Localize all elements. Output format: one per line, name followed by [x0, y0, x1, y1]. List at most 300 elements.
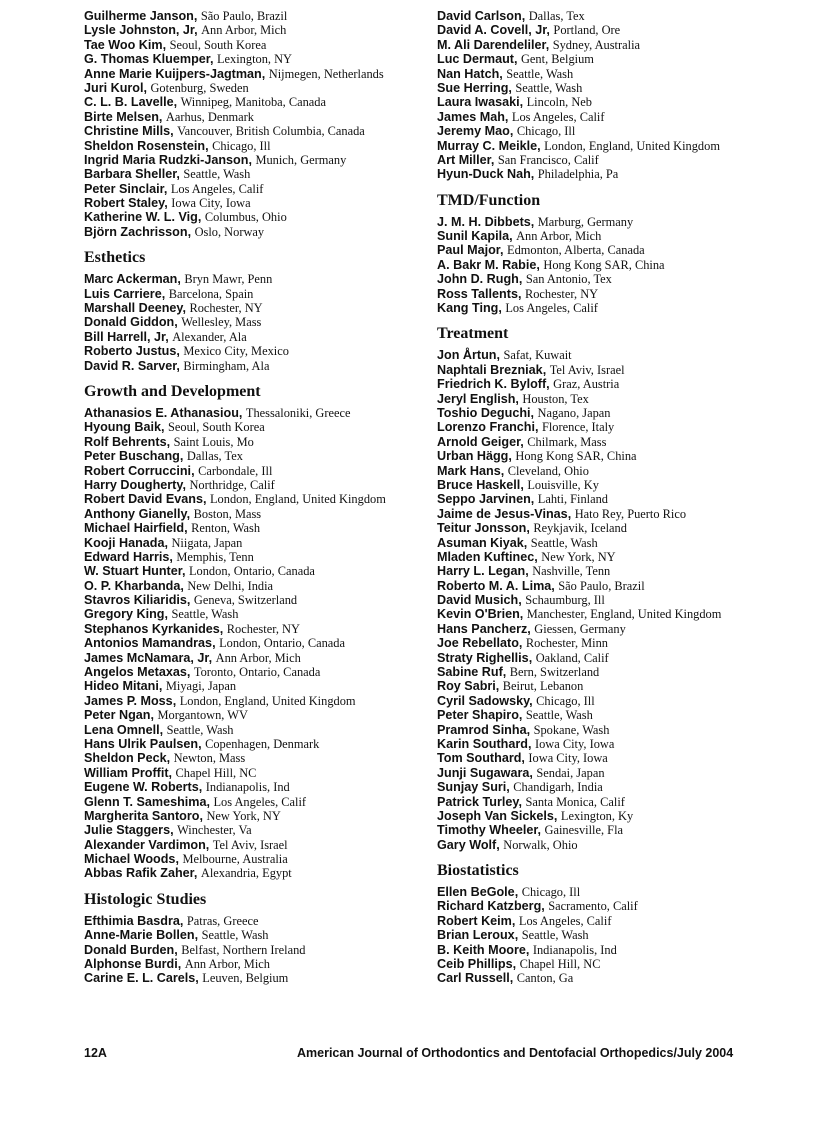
reviewer-name: Alphonse Burdi [84, 957, 178, 972]
reviewer-entry [437, 536, 812, 550]
reviewer-entry [84, 301, 419, 315]
separator: , [164, 607, 172, 622]
reviewer-location: Chapel Hill, NC [175, 765, 257, 780]
reviewer-name: O. P. Kharbanda [84, 578, 181, 593]
reviewer-location: Vancouver, British Columbia, Canada [177, 124, 365, 139]
reviewer-name: Harry L. Legan [437, 564, 526, 579]
reviewer-entry [84, 95, 419, 109]
reviewer-location: Houston, Tex [522, 391, 589, 406]
separator: , [528, 650, 536, 665]
separator: , [529, 765, 537, 780]
reviewer-name: Pramrod Sinha [437, 722, 527, 737]
reviewer-location: Iowa City, Iowa [528, 751, 608, 766]
separator: , [172, 693, 180, 708]
reviewer-location: Leuven, Belgium [202, 971, 289, 986]
reviewer-entry [84, 852, 419, 866]
separator: , [506, 780, 514, 795]
reviewer-entry [84, 943, 419, 957]
reviewer-name: Timothy Wheeler [437, 823, 538, 838]
reviewer-entry [84, 665, 419, 679]
reviewer-entry [437, 579, 812, 593]
reviewer-name: Robert Keim [437, 913, 512, 928]
reviewer-name: Arnold Geiger [437, 434, 521, 449]
reviewer-entry [437, 258, 812, 272]
reviewer-name: Luis Carriere [84, 286, 162, 301]
reviewer-name: Christine Mills [84, 124, 171, 139]
reviewer-location: Los Angeles, Calif [518, 913, 612, 928]
reviewer-name: Ingrid Maria Rudzki-Janson [84, 152, 249, 167]
reviewer-entry [437, 737, 812, 751]
reviewer-location: Nijmegen, Netherlands [268, 66, 384, 81]
reviewer-group [84, 9, 419, 239]
reviewer-location: Belfast, Northern Ireland [181, 942, 306, 957]
reviewer-location: Seattle, Wash [183, 167, 251, 182]
reviewer-name: Paul Major [437, 243, 500, 258]
separator: , [523, 535, 531, 550]
reviewer-location: Boston, Mass [193, 506, 262, 521]
reviewer-entry [437, 9, 812, 23]
reviewer-name: Roberto Justus [84, 344, 177, 359]
reviewer-name: James P. Moss [84, 693, 173, 708]
reviewer-name: Art Miller [437, 152, 491, 167]
reviewer-location: Renton, Wash [191, 521, 261, 536]
left-column [84, 9, 419, 986]
separator: , [191, 463, 199, 478]
reviewer-location: Seoul, South Korea [169, 37, 267, 52]
separator: , [514, 928, 522, 943]
reviewer-location: Chandigarh, India [513, 780, 603, 795]
reviewer-entry [437, 780, 812, 794]
separator: , [530, 492, 538, 507]
reviewer-entry [437, 593, 812, 607]
reviewer-location: Chapel Hill, NC [519, 957, 601, 972]
separator: , [168, 765, 176, 780]
separator: , [166, 751, 174, 766]
separator: , [175, 852, 183, 867]
separator: , [177, 957, 185, 972]
reviewer-entry [437, 694, 812, 708]
reviewer-location: Seattle, Wash [525, 708, 593, 723]
separator: , [202, 492, 210, 507]
reviewer-location: Lahti, Finland [537, 492, 609, 507]
separator: , [537, 138, 545, 153]
reviewer-name: Michael Woods [84, 852, 176, 867]
reviewer-name: Abbas Rafik Zaher [84, 866, 194, 881]
reviewer-location: Newton, Mass [173, 751, 246, 766]
reviewer-entry [84, 766, 419, 780]
reviewer-location: Morgantown, WV [157, 708, 248, 723]
reviewer-location: Los Angeles, Calif [170, 181, 264, 196]
reviewer-name: B. Keith Moore [437, 942, 526, 957]
separator: , [173, 95, 181, 110]
separator: , [164, 196, 172, 211]
reviewer-entry [84, 110, 419, 124]
separator: , [515, 391, 523, 406]
separator: , [205, 837, 213, 852]
reviewer-group [437, 190, 812, 316]
reviewer-location: Los Angeles, Calif [213, 794, 307, 809]
separator: , [521, 751, 529, 766]
reviewer-entry [84, 536, 419, 550]
reviewer-location: Graz, Austria [553, 377, 620, 392]
reviewer-location: Ann Arbor, Mich [215, 650, 301, 665]
reviewer-entry [437, 95, 812, 109]
reviewer-entry [437, 420, 812, 434]
reviewer-name: Hyoung Baik [84, 420, 161, 435]
separator: , [181, 564, 189, 579]
separator: , [536, 257, 544, 272]
reviewer-entry [437, 521, 812, 535]
separator: , [160, 420, 168, 435]
separator: , [504, 109, 512, 124]
reviewer-name: Marshall Deeney [84, 301, 183, 316]
reviewer-entry [84, 636, 419, 650]
separator: , [176, 167, 184, 182]
separator: , [498, 301, 506, 316]
reviewer-location: San Francisco, Calif [497, 152, 599, 167]
separator: , [511, 913, 519, 928]
reviewer-location: Melbourne, Australia [182, 852, 288, 867]
reviewer-location: Gotenburg, Sweden [150, 80, 249, 95]
reviewer-name: Hans Ulrik Paulsen [84, 736, 199, 751]
reviewer-entry [84, 694, 419, 708]
reviewer-name: James McNamara, Jr [84, 650, 209, 665]
reviewer-entry [84, 449, 419, 463]
separator: , [534, 549, 542, 564]
separator: , [198, 736, 206, 751]
separator: , [193, 866, 201, 881]
reviewer-location: Ann Arbor, Mich [184, 957, 270, 972]
reviewer-name: Bill Harrell, Jr [84, 329, 166, 344]
reviewer-location: Dallas, Tex [528, 9, 585, 23]
reviewer-entry [84, 607, 419, 621]
reviewer-name: Anthony Gianelly [84, 506, 187, 521]
section-heading: TMD/Function [437, 191, 541, 209]
reviewer-location: Los Angeles, Calif [511, 109, 605, 124]
reviewer-entry [84, 593, 419, 607]
reviewer-name: Seppo Jarvinen [437, 492, 531, 507]
reviewer-entry [84, 139, 419, 153]
reviewer-location: Aarhus, Denmark [165, 109, 254, 124]
reviewer-entry [84, 723, 419, 737]
separator: , [567, 506, 575, 521]
reviewer-location: London, Ontario, Canada [188, 564, 315, 579]
reviewer-entry [84, 9, 419, 23]
reviewer-name: Peter Ngan [84, 708, 151, 723]
reviewer-entry [84, 795, 419, 809]
reviewer-entry [437, 363, 812, 377]
separator: , [546, 23, 554, 38]
reviewer-entry [84, 435, 419, 449]
reviewer-name: Donald Giddon [84, 315, 175, 330]
reviewer-name: Guilherme Janson [84, 9, 194, 23]
reviewer-name: Mladen Kuftinec [437, 549, 535, 564]
reviewer-name: Hans Pancherz [437, 621, 528, 636]
reviewer-name: John D. Rugh [437, 272, 519, 287]
reviewer-location: Chicago, Ill [521, 885, 581, 900]
reviewer-location: Alexandria, Egypt [200, 866, 292, 881]
reviewer-location: Carbondale, Ill [198, 463, 273, 478]
reviewer-location: Lexington, Ky [560, 808, 634, 823]
reviewer-location: New Delhi, India [187, 578, 274, 593]
reviewer-entry [84, 914, 419, 928]
reviewer-name: Barbara Sheller [84, 167, 177, 182]
reviewer-location: Indianapolis, Ind [532, 942, 617, 957]
separator: , [261, 66, 269, 81]
reviewer-name: Robert David Evans [84, 492, 203, 507]
separator: , [199, 808, 207, 823]
separator: , [496, 348, 504, 363]
separator: , [164, 535, 172, 550]
separator: , [530, 167, 538, 182]
reviewer-location: Ann Arbor, Mich [516, 229, 602, 244]
reviewer-name: Teitur Jonsson [437, 521, 527, 536]
right-column [437, 9, 812, 986]
separator: , [248, 152, 256, 167]
separator: , [176, 358, 184, 373]
reviewer-location: Sacramento, Calif [548, 899, 638, 914]
reviewer-location: Cleveland, Ohio [507, 463, 589, 478]
reviewer-entry [437, 81, 812, 95]
separator: , [166, 434, 174, 449]
reviewer-name: Murray C. Meikle [437, 138, 538, 153]
reviewer-location: Tel Aviv, Israel [212, 837, 288, 852]
reviewer-location: Patras, Greece [186, 913, 259, 928]
reviewer-name: David A. Covell, Jr [437, 23, 547, 38]
reviewer-name: Peter Sinclair [84, 181, 164, 196]
reviewer-name: Kooji Hanada [84, 535, 165, 550]
reviewer-entry [437, 243, 812, 257]
separator: , [508, 80, 516, 95]
reviewer-name: Tom Southard [437, 751, 522, 766]
reviewer-name: Richard Katzberg [437, 899, 542, 914]
reviewer-entry [437, 301, 812, 315]
reviewer-entry [437, 507, 812, 521]
reviewer-name: Glenn T. Sameshima [84, 794, 207, 809]
reviewer-name: Hyun-Duck Nah [437, 167, 531, 182]
separator: , [509, 229, 517, 244]
separator: , [518, 636, 526, 651]
separator: , [526, 722, 534, 737]
reviewer-name: Carine E. L. Carels [84, 971, 196, 986]
reviewer-name: Urban Hägg [437, 449, 509, 464]
reviewer-location: Northridge, Calif [189, 477, 275, 492]
reviewer-location: Philadelphia, Pa [537, 167, 619, 182]
reviewer-name: Antonios Mamandras [84, 636, 213, 651]
separator: , [194, 928, 202, 943]
separator: , [158, 679, 166, 694]
reviewer-entry [437, 377, 812, 391]
reviewer-name: Stavros Kiliaridis [84, 593, 187, 608]
reviewer-location: Sydney, Australia [552, 37, 641, 52]
separator: , [195, 971, 203, 986]
reviewer-name: Robert Corruccini [84, 463, 192, 478]
reviewer-location: Florence, Italy [541, 420, 615, 435]
journal-citation: American Journal of Orthodontics and Dentofacial Orthopedics/July 2004 [297, 1046, 734, 1060]
reviewer-name: Birte Melsen [84, 109, 159, 124]
separator: , [514, 885, 522, 900]
separator: , [193, 9, 201, 23]
reviewer-location: Birmingham, Ala [183, 358, 270, 373]
separator: , [490, 152, 498, 167]
reviewer-entry [437, 38, 812, 52]
reviewer-entry [84, 420, 419, 434]
reviewer-entry [84, 838, 419, 852]
reviewer-entry [437, 607, 812, 621]
reviewer-location: Miyagi, Japan [165, 679, 237, 694]
reviewer-entry [84, 225, 419, 239]
separator: , [219, 621, 227, 636]
reviewer-name: Jeryl English [437, 391, 516, 406]
reviewer-location: Seattle, Wash [530, 535, 598, 550]
reviewer-entry [84, 957, 419, 971]
reviewer-name: David R. Sarver [84, 358, 177, 373]
reviewer-entry [437, 636, 812, 650]
reviewer-entry [437, 435, 812, 449]
reviewer-location: Hato Rey, Puerto Rico [574, 506, 687, 521]
reviewer-name: Anne-Marie Bollen [84, 928, 195, 943]
reviewer-entry [84, 622, 419, 636]
reviewer-entry [84, 507, 419, 521]
separator: , [534, 420, 542, 435]
reviewer-entry [84, 210, 419, 224]
reviewer-group [84, 889, 419, 986]
reviewer-entry [437, 406, 812, 420]
reviewer-name: Athanasios E. Athanasiou [84, 405, 239, 420]
separator: , [170, 124, 178, 139]
reviewer-location: Chicago, Ill [516, 124, 576, 139]
reviewer-location: Rochester, NY [226, 621, 300, 636]
separator: , [186, 665, 194, 680]
reviewer-location: Safat, Kuwait [503, 348, 572, 363]
reviewer-name: Lorenzo Franchi [437, 420, 535, 435]
separator: , [159, 722, 167, 737]
separator: , [496, 837, 504, 852]
reviewer-name: Mark Hans [437, 463, 501, 478]
reviewer-name: Joe Rebellato [437, 636, 519, 651]
separator: , [518, 794, 526, 809]
reviewer-location: Seattle, Wash [515, 80, 583, 95]
reviewer-entry [437, 899, 812, 913]
reviewer-location: Niigata, Japan [171, 535, 243, 550]
reviewer-location: Hong Kong SAR, China [515, 449, 637, 464]
reviewer-entry [84, 971, 419, 985]
reviewer-name: Juri Kurol [84, 80, 144, 95]
reviewer-location: Spokane, Wash [533, 722, 610, 737]
reviewer-entry [84, 823, 419, 837]
reviewer-name: Cyril Sadowsky [437, 693, 530, 708]
reviewer-name: Naphtali Brezniak [437, 362, 543, 377]
reviewer-location: New York, NY [541, 549, 616, 564]
separator: , [238, 405, 246, 420]
reviewer-name: Alexander Vardimon [84, 837, 206, 852]
section-heading: Treatment [437, 325, 509, 343]
separator: , [520, 434, 528, 449]
separator: , [177, 272, 185, 287]
separator: , [170, 823, 178, 838]
separator: , [162, 37, 170, 52]
section-heading: Biostatistics [437, 862, 519, 880]
separator: , [525, 564, 533, 579]
reviewer-entry [84, 81, 419, 95]
reviewer-name: David Musich [437, 593, 519, 608]
reviewer-entry [437, 153, 812, 167]
reviewer-entry [84, 38, 419, 52]
reviewer-name: Katherine W. L. Vig [84, 210, 198, 225]
separator: , [163, 181, 171, 196]
reviewer-entry [437, 23, 812, 37]
reviewer-location: Saint Louis, Mo [173, 434, 254, 449]
reviewer-name: Ross Tallents [437, 286, 518, 301]
reviewer-entry [84, 651, 419, 665]
reviewer-entry [84, 492, 419, 506]
reviewer-entry [437, 550, 812, 564]
reviewer-name: Rolf Behrents [84, 434, 167, 449]
separator: , [209, 52, 217, 67]
separator: , [179, 913, 187, 928]
reviewer-name: Hideo Mitani [84, 679, 159, 694]
reviewer-location: Mexico City, Mexico [183, 344, 289, 359]
separator: , [206, 794, 214, 809]
reviewer-entry [437, 348, 812, 362]
reviewer-name: Sabine Ruf [437, 665, 503, 680]
reviewer-name: Stephanos Kyrkanides [84, 621, 220, 636]
separator: , [174, 315, 182, 330]
separator: , [212, 636, 220, 651]
reviewer-entry [437, 795, 812, 809]
reviewer-name: Patrick Turley [437, 794, 519, 809]
reviewer-location: Iowa City, Iowa [534, 736, 615, 751]
reviewer-entry [437, 708, 812, 722]
reviewer-entry [84, 287, 419, 301]
reviewer-location: Oslo, Norway [194, 224, 265, 239]
separator: , [530, 405, 538, 420]
separator: , [508, 449, 516, 464]
reviewer-entry [84, 737, 419, 751]
reviewer-entry [84, 708, 419, 722]
reviewer-name: Junji Sugawara [437, 765, 530, 780]
separator: , [527, 621, 535, 636]
reviewer-name: M. Ali Darendeliler [437, 37, 546, 52]
reviewer-group [437, 323, 812, 852]
reviewer-entry [84, 23, 419, 37]
reviewer-name: Sunjay Suri [437, 780, 507, 795]
reviewer-entry [437, 838, 812, 852]
separator: , [186, 506, 194, 521]
reviewer-location: London, Ontario, Canada [219, 636, 346, 651]
separator: , [541, 899, 549, 914]
separator: , [525, 942, 533, 957]
reviewer-location: Bryn Mawr, Penn [184, 272, 273, 287]
reviewer-name: Friedrich K. Byloff [437, 377, 547, 392]
reviewer-location: Seattle, Wash [521, 928, 589, 943]
reviewer-entry [84, 344, 419, 358]
reviewer-name: Tae Woo Kim [84, 37, 163, 52]
reviewer-location: São Paulo, Brazil [200, 9, 288, 23]
reviewer-group [437, 860, 812, 986]
reviewer-location: Barcelona, Spain [168, 286, 254, 301]
reviewer-entry [84, 564, 419, 578]
separator: , [521, 9, 529, 23]
separator: , [545, 37, 553, 52]
separator: , [186, 593, 194, 608]
separator: , [208, 650, 216, 665]
reviewer-location: Columbus, Ohio [204, 210, 287, 225]
reviewer-location: Bern, Switzerland [509, 665, 600, 680]
reviewer-name: Marc Ackerman [84, 272, 178, 287]
reviewer-entry [437, 272, 812, 286]
reviewer-name: Straty Righellis [437, 650, 529, 665]
